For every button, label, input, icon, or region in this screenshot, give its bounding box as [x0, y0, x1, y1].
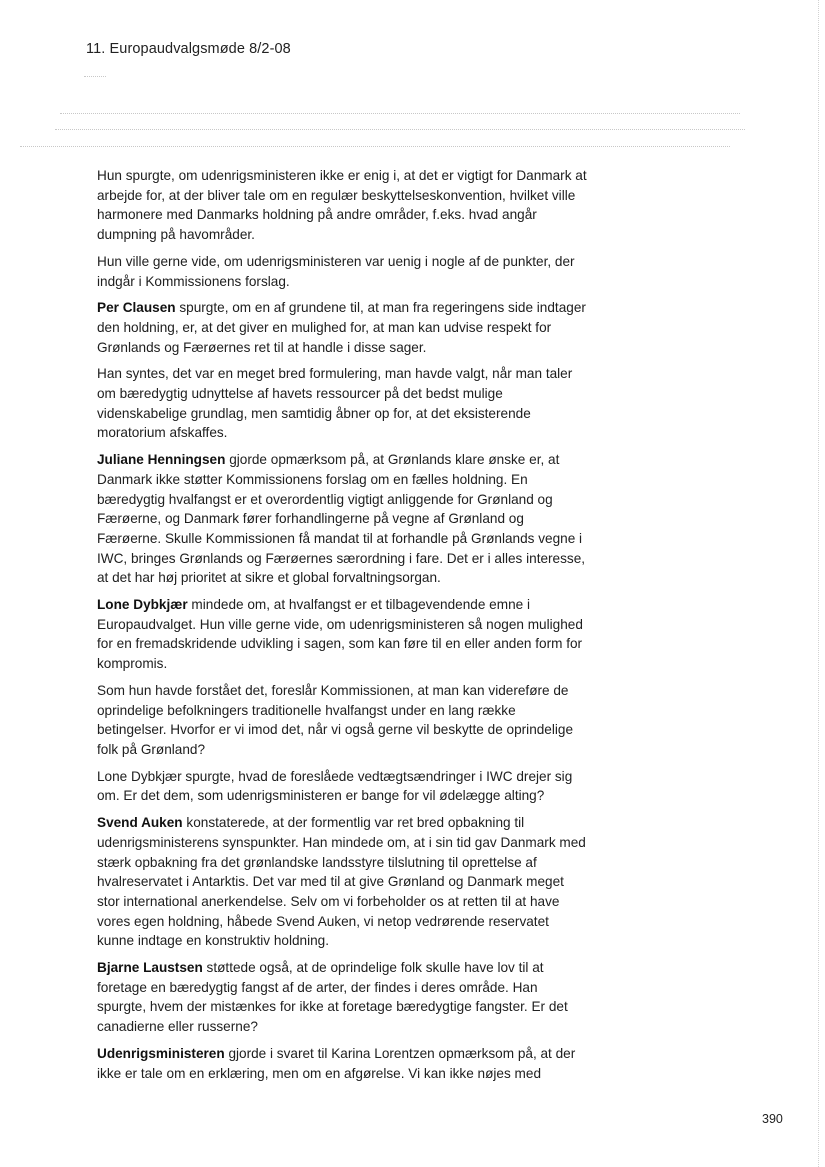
- scan-artifact-line: [55, 129, 745, 130]
- paragraph-text: spurgte, om en af grundene til, at man fra regeringens side indtager den holdning, er, at det giver en mulighed for, at man kan udvise respekt for Grønlands og Færøernes ret til at handle i disse sager.: [97, 300, 586, 355]
- document-body: [97, 166, 587, 1090]
- paragraph: [97, 298, 587, 357]
- scan-artifact-line: [20, 146, 730, 147]
- speaker-name: Per Clausen: [97, 300, 176, 316]
- speaker-name: Lone Dybkjær: [97, 597, 188, 613]
- paragraph: [97, 364, 587, 443]
- paragraph: [97, 1044, 587, 1083]
- paragraph-text: Han syntes, det var en meget bred formulering, man havde valgt, når man taler om bæredygtig udnyttelse af havets ressourcer på det bedst mulige videnskabelige grundlag, men samtidig åbner op for, at det eksisterende moratorium afskaffes.: [97, 366, 573, 441]
- speaker-name: Udenrigsministeren: [97, 1045, 225, 1061]
- scan-artifact-line: [84, 76, 106, 77]
- paragraph: [97, 450, 587, 588]
- scan-artifact-line: [60, 113, 740, 114]
- paragraph-text: Hun spurgte, om udenrigsministeren ikke er enig i, at det er vigtigt for Danmark at arbejde for, at der bliver tale om en regulær beskyttelseskonvention, hvilket ville harmonere med Danmarks holdning på andre områder, f.eks. hvad angår dumpning på havområder.: [97, 168, 587, 243]
- paragraph: [97, 767, 587, 806]
- paragraph: [97, 958, 587, 1037]
- paragraph-text: Hun ville gerne vide, om udenrigsministeren var uenig i nogle af de punkter, der indgår i Kommissionens forslag.: [97, 253, 575, 289]
- paragraph-text: mindede om, at hvalfangst er et tilbagevendende emne i Europaudvalget. Hun ville gerne vide, om udenrigsministeren så nogen mulighed for en fremadskridende udvikling i sagen, som kan føre til en eller anden form for kompromis.: [97, 597, 583, 672]
- paragraph-text: konstaterede, at der formentlig var ret bred opbakning til udenrigsministerens synspunkter. Han mindede om, at i sin tid gav Danmark med stærk opbakning fra det grønlandske landsstyre tilslutning til oprettelse af hvalreservatet i Antarktis. Det var med til at give Grønland og Danmark meget stor international anerkendelse. Selv om vi forbeholder os at retten til at have vores egen holdning, håbede Svend Auken, vi netop vedrørende reservatet kunne indtage en konstruktiv holdning.: [97, 815, 586, 949]
- speaker-name: Bjarne Laustsen: [97, 960, 203, 976]
- paragraph-text: Lone Dybkjær spurgte, hvad de foreslåede vedtægtsændringer i IWC drejer sig om. Er det dem, som udenrigsministeren er bange for vil ødelægge alting?: [97, 768, 573, 804]
- page-number: 390: [762, 1112, 783, 1126]
- page-header: 11. Europaudvalgsmøde 8/2-08: [86, 41, 291, 57]
- paragraph-text: Som hun havde forstået det, foreslår Kommissionen, at man kan videreføre de oprindelige befolkningers traditionelle hvalfangst under en lang række betingelser. Hvorfor er vi imod det, når vi også gerne vil beskytte de oprindelige folk på Grønland?: [97, 682, 574, 757]
- paragraph-text: støttede også, at de oprindelige folk skulle have lov til at foretage en bæredygtig fangst af de arter, der findes i deres område. Han spurgte, hvem der mistænkes for ikke at foretage bæredygtige fangster. Er det canadierne eller russerne?: [97, 960, 568, 1035]
- speaker-name: Svend Auken: [97, 815, 183, 831]
- paragraph-text: gjorde i svaret til Karina Lorentzen opmærksom på, at der ikke er tale om en erklæring, men om en afgørelse. Vi kan ikke nøjes med: [97, 1045, 576, 1081]
- paragraph: [97, 252, 587, 291]
- paragraph: [97, 681, 587, 760]
- scan-page-edge: [818, 0, 823, 1167]
- speaker-name: Juliane Henningsen: [97, 452, 226, 468]
- paragraph: [97, 813, 587, 951]
- paragraph: [97, 595, 587, 674]
- paragraph: [97, 166, 587, 245]
- paragraph-text: gjorde opmærksom på, at Grønlands klare ønske er, at Danmark ikke støtter Kommissionens forslag om en fælles holdning. En bæredygtig hvalfangst er et overordentlig vigtigt anliggende for Grønland og Færøerne, og Danmark fører forhandlingerne på vegne af Grønland og Færøerne. Skulle Kommissionen få mandat til at forhandle på Grønlands vegne i IWC, bringes Grønlands og Færøernes særordning i fare. Det er i alles interesse, at det har høj prioritet at sikre et global forvaltningsorgan.: [97, 452, 586, 586]
